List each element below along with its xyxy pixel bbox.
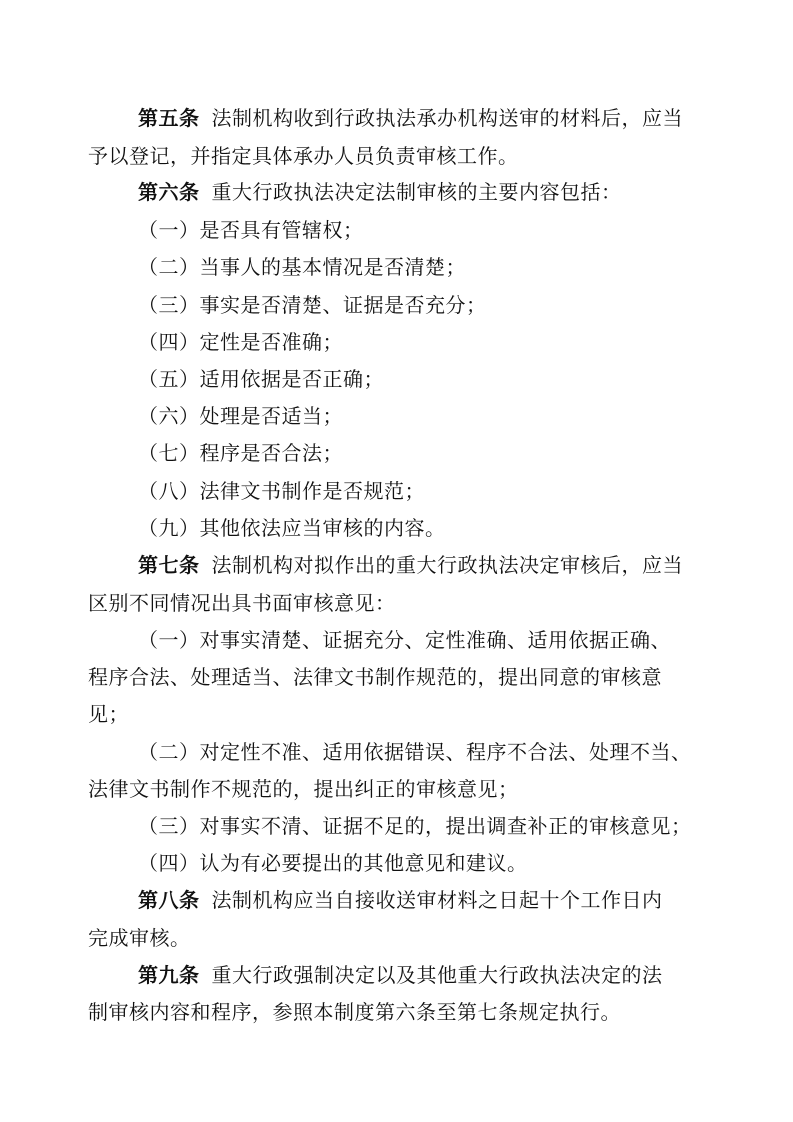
article-6-item: （七）程序是否合法；: [138, 441, 343, 465]
article-7-line-1: 第七条 法制机构对拟作出的重大行政执法决定审核后，应当: [138, 553, 683, 577]
article-6-item: （一）是否具有管辖权；: [138, 218, 364, 242]
article-6-label: 第六条: [138, 180, 200, 204]
article-6-item: （九）其他依法应当审核的内容。: [138, 516, 446, 540]
article-7-line-2: 区别不同情况出具书面审核意见：: [88, 591, 396, 615]
article-7-para-3: （三）对事实不清、证据不足的，提出调查补正的审核意见；: [138, 814, 692, 838]
article-5-line-1: 第五条 法制机构收到行政执法承办机构送审的材料后，应当: [138, 106, 683, 130]
article-8-line-1: 第八条 法制机构应当自接收送审材料之日起十个工作日内: [138, 888, 663, 912]
article-7-para-1-line-2: 程序合法、处理适当、法律文书制作规范的，提出同意的审核意: [88, 665, 662, 689]
article-7-para-2-line-2: 法律文书制作不规范的，提出纠正的审核意见；: [88, 777, 519, 801]
article-9-line-1: 第九条 重大行政强制决定以及其他重大行政执法决定的法: [138, 963, 663, 987]
article-7-para-4: （四）认为有必要提出的其他意见和建议。: [138, 851, 528, 875]
article-6-item: （六）处理是否适当；: [138, 404, 343, 428]
article-6-item: （二）当事人的基本情况是否清楚；: [138, 255, 466, 279]
article-6-item: （四）定性是否准确；: [138, 330, 343, 354]
article-7-para-1-line-1: （一）对事实清楚、证据充分、定性准确、适用依据正确、: [138, 628, 671, 652]
article-6-item: （五）适用依据是否正确；: [138, 367, 384, 391]
article-6-item: （八）法律文书制作是否规范；: [138, 479, 425, 503]
article-9-label: 第九条: [138, 963, 200, 987]
article-6-item: （三）事实是否清楚、证据是否充分；: [138, 293, 487, 317]
article-7-para-2-line-1: （二）对定性不准、适用依据错误、程序不合法、处理不当、: [138, 740, 692, 764]
article-7-label: 第七条: [138, 553, 200, 577]
article-8-line-2: 完成审核。: [88, 926, 191, 950]
article-8-label: 第八条: [138, 888, 200, 912]
article-7-para-1-line-3: 见；: [88, 702, 129, 726]
article-6-line-1: 第六条 重大行政执法决定法制审核的主要内容包括：: [138, 180, 622, 204]
article-9-line-2: 制审核内容和程序，参照本制度第六条至第七条规定执行。: [88, 1000, 621, 1024]
article-5-label: 第五条: [138, 106, 200, 130]
article-5-line-2: 予以登记，并指定具体承办人员负责审核工作。: [88, 144, 519, 168]
